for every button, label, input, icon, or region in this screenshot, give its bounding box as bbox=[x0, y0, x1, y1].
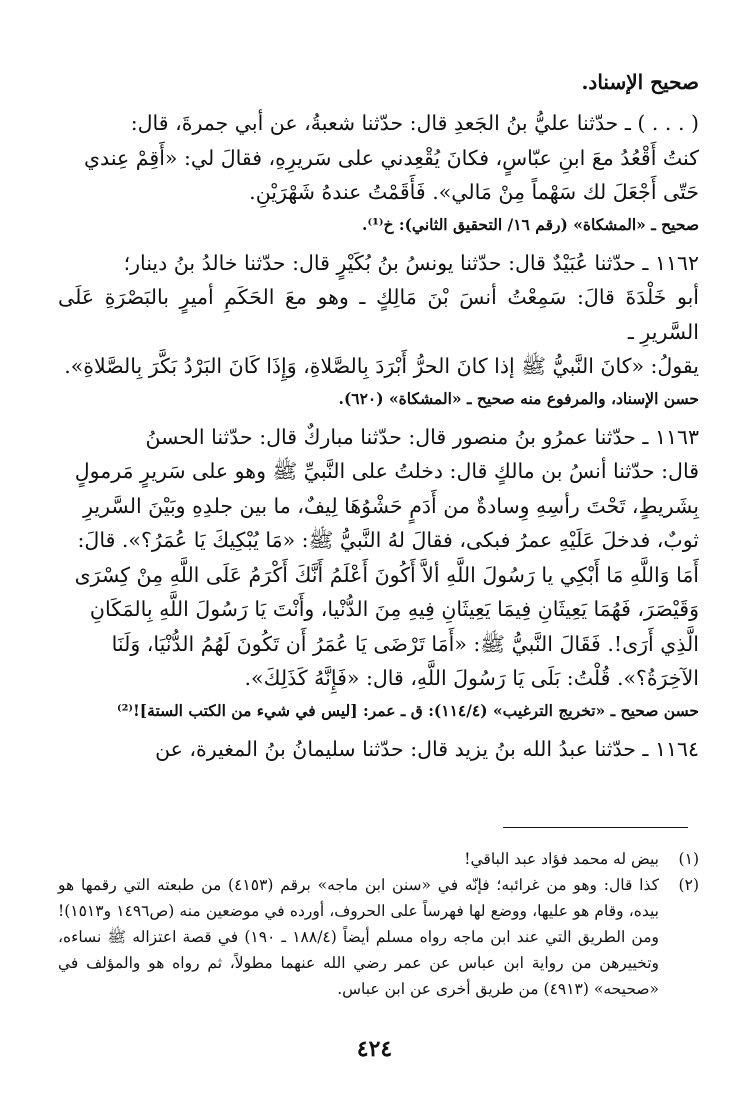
hadith-1164 bbox=[58, 732, 699, 767]
text-line: يقولُ: «كانَ النَّبيُّ ﷺ إذا كانَ الحرُّ أَبْرَدَ بِالصَّلاةِ، وَإِذَا كَانَ البَرْدُ بَكَّرَ بِالصَّلاةِ». bbox=[64, 354, 699, 378]
text-line: ١١٦٣ ـ حدّثنا عمرُو بنُ منصور قال: حدّثنا مباركٌ قال: حدّثنا الحسنُ bbox=[145, 424, 699, 449]
footnotes bbox=[58, 846, 699, 1002]
text-line: ( . . . ) ـ حدّثنا عليُّ بنُ الجَعدِ قال: حدّثنا شعبةُ، عن أبي جمرةَ، قال: bbox=[130, 111, 699, 135]
hadith-grade: صحيح ـ «المشكاة» (رقم ١٦/ التحقيق الثاني): خ⁽¹⁾. bbox=[362, 214, 699, 234]
hadith-1163 bbox=[58, 420, 699, 724]
hadith-grade: حسن الإسناد، والمرفوع منه صحيح ـ «المشكاة» (٦٢٠). bbox=[338, 388, 699, 408]
footnote-text: كذا قال: وهو من غرائبه؛ فإنّه في «سنن ابن ماجه» برقم (٤١٥٣) من طبعته التي رقمها هو بيده، وقام هو عليها، ووضع لها فهرساً على الحروف، أورده في موضعين منه (ص١٤٩٦ و١٥١٣)! ومن الطريق التي عند ابن ماجه رواه مسلم أيضاً (١٨٨/٤ ـ ١٩٠) في قصة اعتزاله ﷺ نساءه، وتخييرهن من رواية ابن عباس عن عمر رضي الله عنهما مطولاً، ثم رواه هو والمؤلف في «صحيحه» (٤٩١٣) من طريق أخرى عن ابن عباس. bbox=[58, 876, 660, 998]
footnote-number: (١) bbox=[678, 850, 699, 868]
text-line: بِشَريطٍ، تَحْتَ رأسِهِ وِسادةٌ من أَدَمٍ حَشْوُهَا لِيفٌ، ما بين جلدِهِ وبَيْنَ السَّريرِ bbox=[83, 493, 699, 518]
text-line: ١١٦٢ ـ حدّثنا عُبَيْدٌ قال: حدّثنا يونسُ بنُ بُكَيْرٍ قال: حدّثنا خالدُ بنُ دينار؛ bbox=[123, 250, 699, 275]
hadith-1162 bbox=[58, 246, 699, 412]
text-line: الآخِرَةُ؟». قُلْتُ: بَلَى يَا رَسُولَ اللَّهِ، قال: «فَإِنَّهُ كَذَلِكَ». bbox=[244, 666, 699, 690]
text-line: ١١٦٤ ـ حدّثنا عبدُ الله بنُ يزيد قال: حدّثنا سليمانُ بنُ المغيرة، عن bbox=[155, 736, 699, 761]
section-header: صحيح الإسناد. bbox=[581, 70, 699, 94]
text-line: قال: حدّثنا أنسُ بن مالكٍ قال: دخلتُ على النَّبيِّ ﷺ وهو على سَريرٍ مَرمولٍ bbox=[74, 459, 699, 483]
footnote-number: (٢) bbox=[678, 876, 699, 894]
text-line: كنتُ أَقْعُدُ معَ ابنِ عبّاسٍ، فكانَ يُقْعِدني على سَريرِهِ، فقالَ لي: «أَقِمْ عِندي bbox=[84, 145, 699, 170]
text-line: ثوبٌ، فدخلَ عَلَيْهِ عمرُ فبكى، فقالَ لهُ النَّبيُّ ﷺ: «مَا يُبْكِيكَ يَا عُمَرُ؟». قالَ: bbox=[77, 528, 699, 552]
footnote-text: بيض له محمد فؤاد عبد الباقي! bbox=[464, 850, 659, 868]
main-text bbox=[58, 66, 699, 766]
footnote-2 bbox=[58, 872, 699, 1002]
text-line: الَّذِي أَرَى!. فَقَالَ النَّبيُّ ﷺ: «أَمَا تَرْضَى يَا عُمَرُ أَن تَكُونَ لَهُمُ الدُّنْيَا، وَلَنَا bbox=[111, 631, 699, 656]
hadith-unnumbered bbox=[58, 106, 699, 238]
hadith-grade: حسن صحيح ـ «تخريج الترغيب» (١١٤/٤): ق ـ عمر: [ليس في شيء من الكتب الستة]!⁽²⁾ bbox=[116, 700, 699, 720]
text-line: أَمَا وَاللَّهِ مَا أَبْكِي يا رَسُولَ اللَّهِ ألاَّ أَكُونَ أَعْلَمُ أَنَّكَ أَكْرَمُ عَلَى اللَّهِ مِنْ كِسْرَى bbox=[74, 562, 699, 587]
text-line: وَقَيْصَرَ، فَهُمَا يَعِيثَانِ فِيمَا يَعِيثَانِ فِيهِ مِنَ الدُّنْيا، وأَنْتَ يَا رَسُولَ اللَّهِ بِالمَكَانِ bbox=[89, 597, 699, 621]
text-line: أبو خَلْدَةَ قالَ: سَمِعْتُ أنسَ بْنَ مَالِكٍ ـ وهو معَ الحَكَمِ أميرٍ بالبَصْرَةِ عَلَى السَّريرِ ـ bbox=[58, 285, 699, 344]
page-number: ٤٢٤ bbox=[356, 1036, 393, 1062]
footnote-1 bbox=[58, 846, 699, 872]
footnote-divider bbox=[503, 827, 688, 828]
text-line: حَتّى أَجْعَلَ لك سَهْماً مِنْ مَالي». فَأَقَمْتُ عندهُ شَهْرَيْنِ. bbox=[249, 180, 699, 204]
